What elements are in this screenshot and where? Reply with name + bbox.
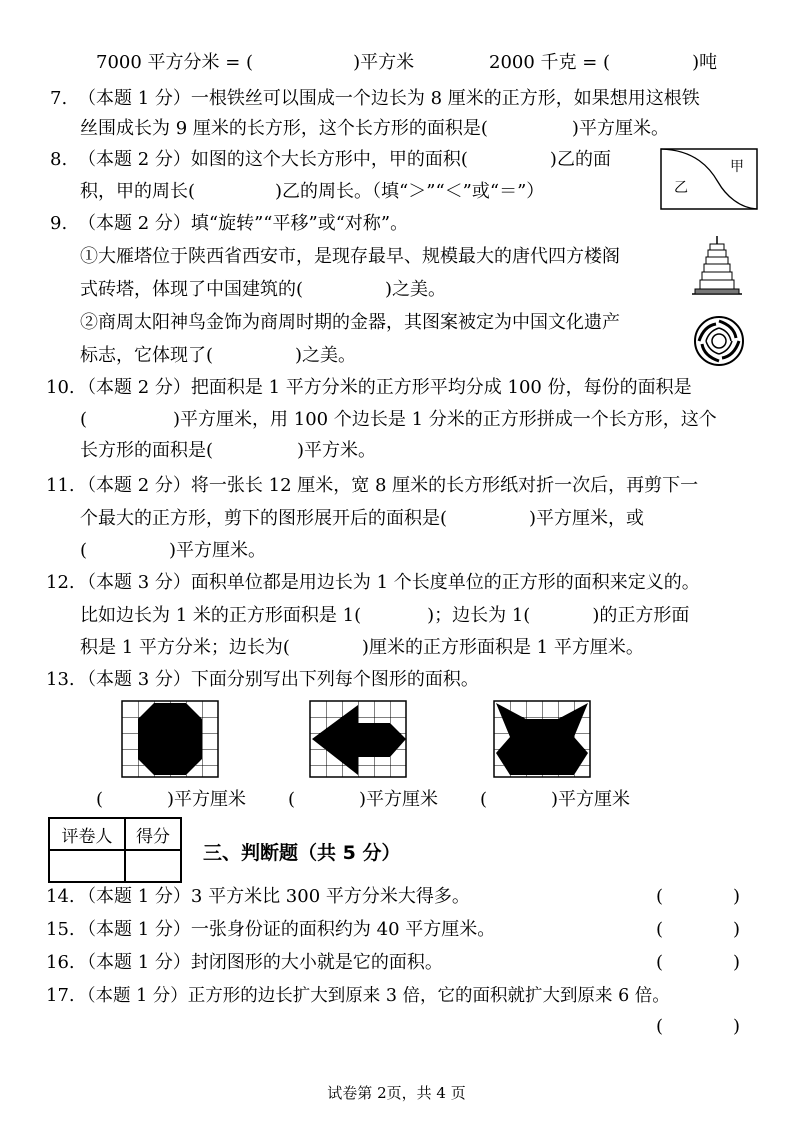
question-number: 11. bbox=[46, 475, 75, 496]
grid-figure-octagon bbox=[122, 701, 218, 777]
q7-line1: （本题 1 分）一根铁丝可以围成一个边长为 8 厘米的正方形，如果想用这根铁 bbox=[78, 88, 700, 109]
score-header: 得分 bbox=[125, 818, 181, 850]
top-line-mass-conversion: 2000 千克 = ( )吨 bbox=[489, 52, 718, 73]
q10-line2: ( )平方厘米，用 100 个边长是 1 分米的正方形拼成一个长方形，这个 bbox=[80, 409, 717, 430]
question-number: 13. bbox=[46, 669, 75, 690]
question-number: 12. bbox=[46, 572, 75, 593]
q9-line4: ②商周太阳神鸟金饰为商周时期的金器，其图案被定为中国文化遗产 bbox=[80, 312, 620, 333]
grid-figure-arrow bbox=[310, 701, 406, 777]
q11-line2: 个最大的正方形，剪下的图形展开后的面积是( )平方厘米，或 bbox=[80, 508, 645, 529]
q13-answer-1: ( )平方厘米 bbox=[96, 789, 247, 810]
q11-line3: ( )平方厘米。 bbox=[80, 540, 267, 561]
rectangle-split-figure bbox=[660, 148, 758, 210]
q8-line2: 积，甲的周长( )乙的周长。（填“＞”“＜”或“＝”） bbox=[80, 181, 545, 202]
q13-answer-2: ( )平方厘米 bbox=[288, 789, 439, 810]
score-cell[interactable] bbox=[125, 850, 181, 882]
q9-line1: （本题 2 分）填“旋转”“平移”或“对称”。 bbox=[78, 213, 409, 234]
section-title: 三、判断题（共 5 分） bbox=[203, 842, 401, 864]
q12-line1: （本题 3 分）面积单位都是用边长为 1 个长度单位的正方形的面积来定义的。 bbox=[78, 572, 700, 593]
top-line-area-conversion: 7000 平方分米 = ( )平方米 bbox=[96, 52, 415, 73]
q10-line1: （本题 2 分）把面积是 1 平方分米的正方形平均分成 100 份，每份的面积是 bbox=[78, 377, 692, 398]
judgement-text: （本题 1 分）一张身份证的面积约为 40 平方厘米。 bbox=[78, 919, 496, 940]
q7-line2: 丝围成长为 9 厘米的长方形，这个长方形的面积是( )平方厘米。 bbox=[80, 118, 669, 139]
grid-figure-fox-head bbox=[494, 701, 590, 777]
q12-line2: 比如边长为 1 米的正方形面积是 1( )；边长为 1( )的正方形面 bbox=[80, 605, 690, 626]
q13-line1: （本题 3 分）下面分别写出下列每个图形的面积。 bbox=[78, 669, 479, 690]
judgement-answer-blank[interactable]: ( ) bbox=[656, 1016, 741, 1037]
q10-line3: 长方形的面积是( )平方米。 bbox=[80, 440, 377, 461]
judgement-text: （本题 1 分）封闭图形的大小就是它的面积。 bbox=[78, 952, 443, 973]
question-number: 7. bbox=[50, 88, 68, 109]
q9-line3: 式砖塔，体现了中国建筑的( )之美。 bbox=[80, 279, 447, 300]
question-number: 16. bbox=[46, 952, 75, 973]
question-number: 15. bbox=[46, 919, 75, 940]
question-number: 9. bbox=[50, 213, 68, 234]
judgement-answer-blank[interactable]: ( ) bbox=[656, 952, 741, 973]
question-number: 17. bbox=[46, 985, 75, 1006]
score-table bbox=[48, 817, 182, 883]
q13-answer-3: ( )平方厘米 bbox=[480, 789, 631, 810]
label-jia: 甲 bbox=[730, 159, 744, 175]
q12-line3: 积是 1 平方分米；边长为( )厘米的正方形面积是 1 平方厘米。 bbox=[80, 637, 644, 658]
judgement-text: （本题 1 分）3 平方米比 300 平方分米大得多。 bbox=[78, 886, 470, 907]
grader-header: 评卷人 bbox=[49, 818, 125, 850]
question-number: 10. bbox=[46, 377, 75, 398]
grader-cell[interactable] bbox=[49, 850, 125, 882]
judgement-text: （本题 1 分）正方形的边长扩大到原来 3 倍，它的面积就扩大到原来 6 倍。 bbox=[78, 986, 670, 1006]
q9-line2: ①大雁塔位于陕西省西安市，是现存最早、规模最大的唐代四方楼阁 bbox=[80, 246, 620, 267]
page-footer: 试卷第 2页，共 4 页 bbox=[327, 1084, 466, 1102]
q11-line1: （本题 2 分）将一张长 12 厘米，宽 8 厘米的长方形纸对折一次后，再剪下一 bbox=[78, 475, 699, 496]
question-number: 14. bbox=[46, 886, 75, 907]
judgement-answer-blank[interactable]: ( ) bbox=[656, 886, 741, 907]
q9-line5: 标志，它体现了( )之美。 bbox=[80, 345, 357, 366]
q8-line1: （本题 2 分）如图的这个大长方形中，甲的面积( )乙的面 bbox=[78, 149, 611, 170]
judgement-answer-blank[interactable]: ( ) bbox=[656, 919, 741, 940]
question-number: 8. bbox=[50, 149, 68, 170]
sun-bird-ornament-icon bbox=[694, 316, 744, 366]
pagoda-icon bbox=[692, 236, 742, 300]
label-yi: 乙 bbox=[674, 180, 688, 196]
